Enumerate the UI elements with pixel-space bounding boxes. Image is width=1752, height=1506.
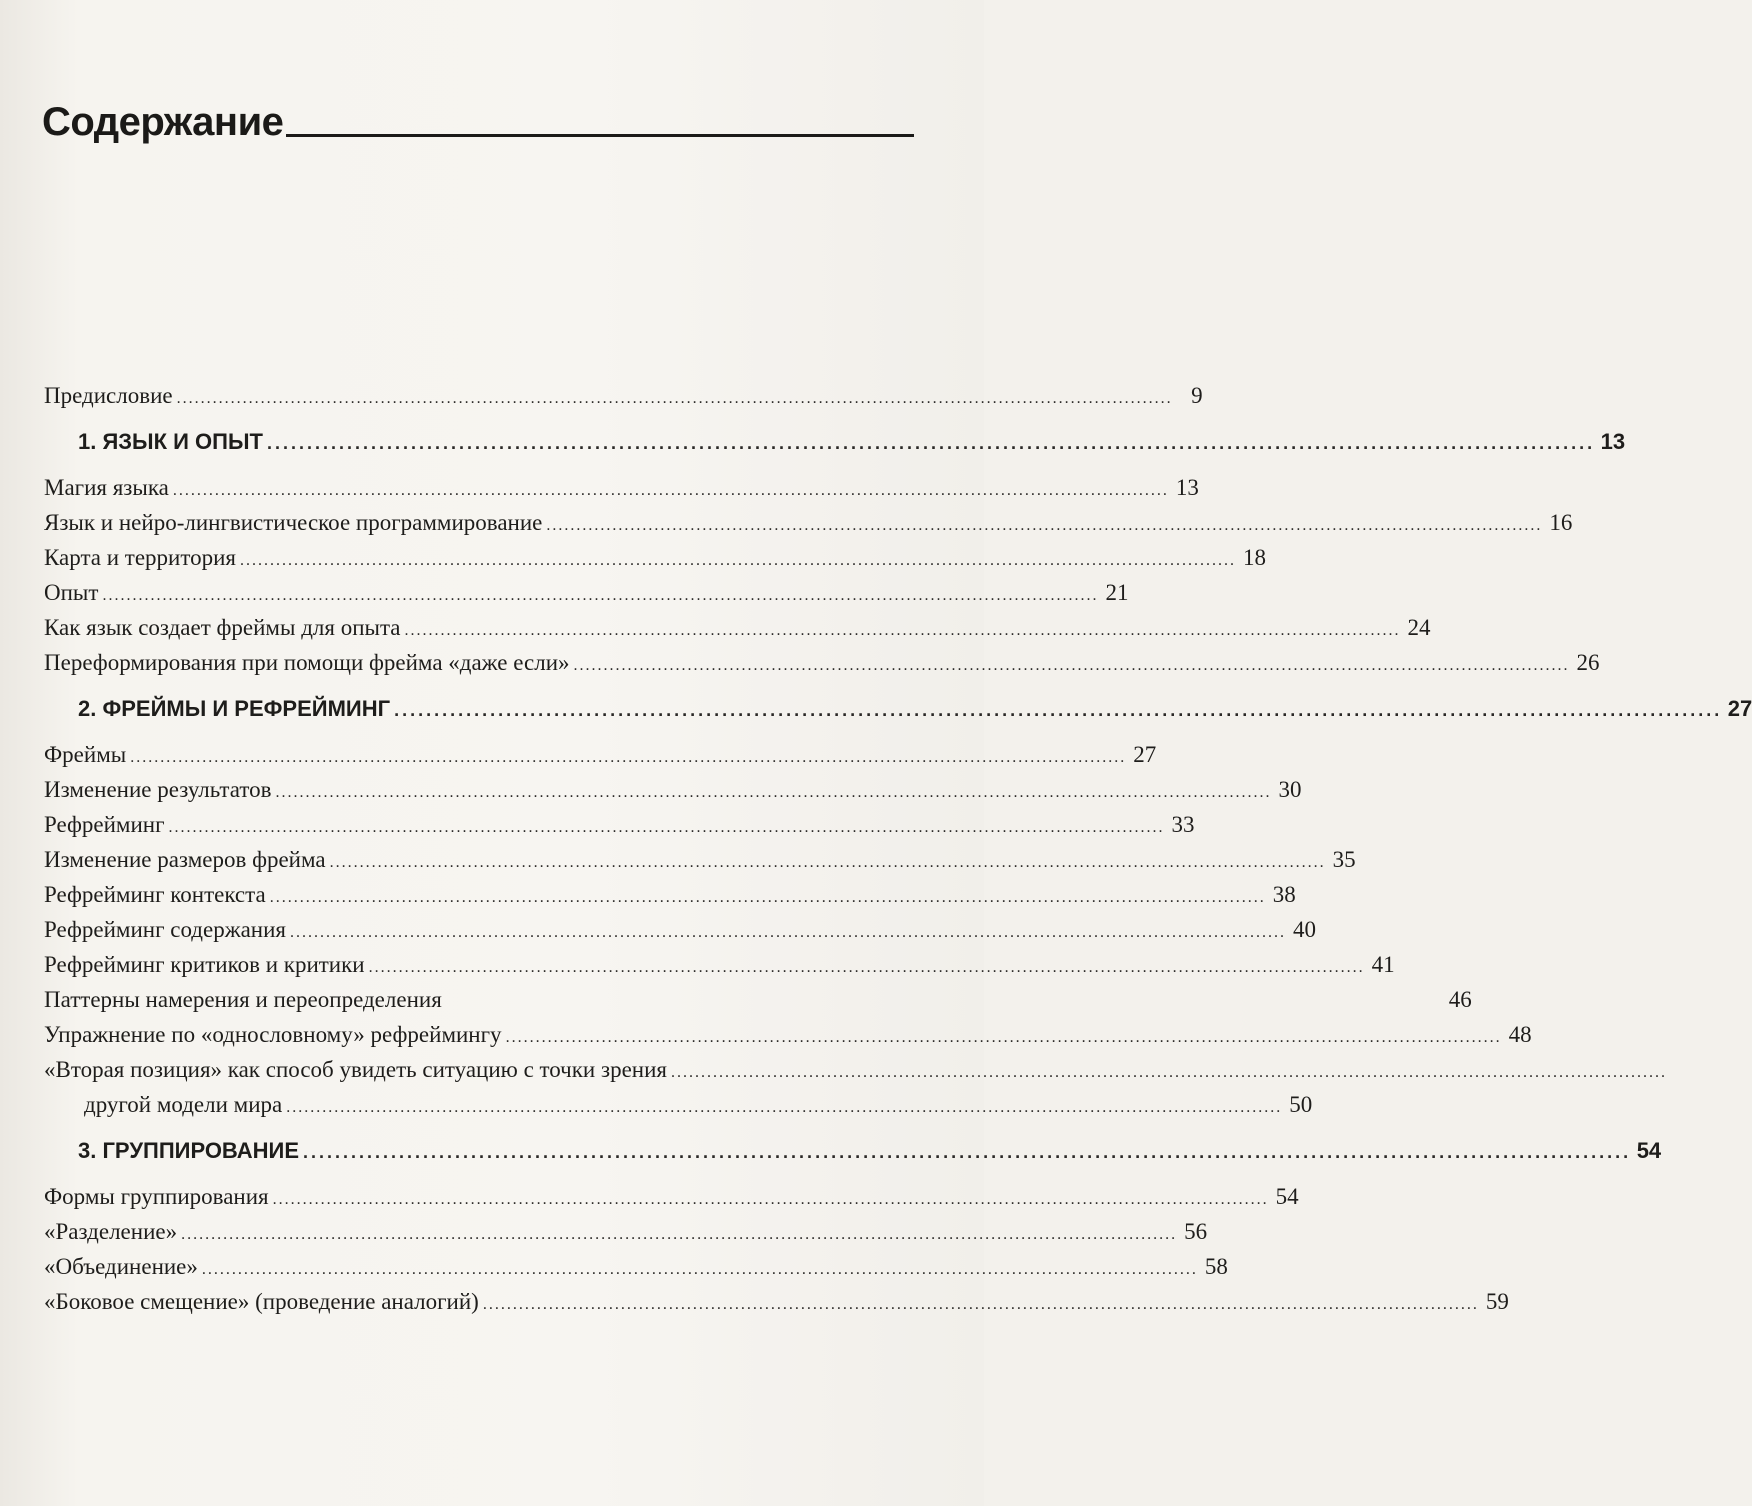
toc-entry: [44, 1017, 1532, 1052]
toc-entry-page: 48: [1508, 1022, 1532, 1047]
toc-entry: [44, 947, 1395, 982]
toc-leader: ......................................................................................................................................................................: [505, 1029, 1502, 1046]
toc-entry: [44, 1214, 1208, 1249]
toc-entry: [44, 912, 1317, 947]
toc-entry: [44, 645, 1600, 680]
toc-entry-title: Переформирования при помощи фрейма «даже если»: [44, 650, 570, 675]
toc-entry-page: 27: [1133, 742, 1157, 767]
toc-leader: ......................................................................................................................................................................: [368, 959, 1365, 976]
heading-row: [42, 96, 914, 156]
toc-entry-page: 18: [1243, 545, 1266, 570]
toc-entry-page: 46: [1448, 987, 1472, 1012]
toc-leader: ......................................................................................................................................................................: [670, 1064, 1667, 1081]
toc-entry-page: 35: [1332, 847, 1356, 872]
toc-chapter-page: 13: [1600, 429, 1626, 454]
toc-entry-title: Формы группирования: [44, 1184, 269, 1209]
toc-leader: ......................................................................................................................................................................: [266, 433, 1596, 453]
toc-chapter: [44, 1133, 1662, 1168]
toc-chapter-title: 2. ФРЕЙМЫ И РЕФРЕЙМИНГ: [78, 696, 391, 721]
toc-entry: [44, 1179, 1299, 1214]
toc-entry: [44, 1284, 1509, 1319]
toc-leader: ......................................................................................................................................................................: [130, 749, 1127, 766]
toc-entry-page: 56: [1184, 1219, 1208, 1244]
toc-entry-title: Опыт: [44, 580, 99, 605]
toc-entry-title: Изменение результатов: [44, 777, 272, 802]
toc-leader: ......................................................................................................................................................................: [573, 657, 1570, 674]
toc-chapter-title: 1. ЯЗЫК И ОПЫТ: [78, 429, 263, 454]
toc-leader: ......................................................................................................................................................................: [546, 517, 1543, 534]
toc-entry-page: 50: [1289, 1092, 1313, 1117]
toc-entry-page: 41: [1371, 952, 1395, 977]
toc-entry: [44, 575, 1129, 610]
toc-entry-page: 21: [1105, 580, 1129, 605]
toc-entry-title: Предисловие: [44, 383, 173, 408]
toc-entry-title: Рефрейминг содержания: [44, 917, 287, 942]
toc-chapter: [44, 424, 1626, 459]
toc-leader: ......................................................................................................................................................................: [482, 1296, 1479, 1313]
table-of-contents: [44, 378, 1752, 1319]
toc-entry-title: Магия языка: [44, 475, 169, 500]
toc-entry-page: 38: [1272, 882, 1296, 907]
toc-entry-title: Фреймы: [44, 742, 127, 767]
toc-entry-continuation: [44, 1087, 1313, 1122]
toc-entry: [44, 505, 1573, 540]
toc-entry-title: Как язык создает фреймы для опыта: [44, 615, 401, 640]
toc-entry-page: 9: [1191, 383, 1203, 408]
toc-chapter-page: 27: [1727, 696, 1752, 721]
toc-entry-title: Рефрейминг: [44, 812, 165, 837]
heading-rule: [286, 134, 914, 137]
toc-leader: ......................................................................................................................................................................: [181, 1226, 1178, 1243]
toc-leader: ......................................................................................................................................................................: [404, 622, 1401, 639]
page-title: Содержание: [42, 100, 284, 144]
toc-entry-title: «Разделение»: [44, 1219, 178, 1244]
toc-entry-title: «Боковое смещение» (проведение аналогий): [44, 1289, 479, 1314]
toc-entry-page: 30: [1278, 777, 1302, 802]
toc-leader: ......................................................................................................................................................................: [394, 700, 1723, 720]
toc-leader: ......................................................................................................................................................................: [272, 1191, 1269, 1208]
toc-chapter-page: 54: [1636, 1138, 1662, 1163]
toc-leader: ......................................................................................................................................................................: [172, 482, 1169, 499]
toc-leader: ......................................................................................................................................................................: [240, 552, 1236, 569]
toc-entry: [44, 842, 1356, 877]
toc-entry: [44, 470, 1199, 505]
toc-entry-page: 59: [1485, 1289, 1509, 1314]
toc-entry: [44, 772, 1302, 807]
toc-entry-title: «Объединение»: [44, 1254, 198, 1279]
toc-leader: ......................................................................................................................................................................: [201, 1261, 1198, 1278]
toc-entry: [44, 807, 1195, 842]
toc-leader: ......................................................................................................................................................................: [329, 854, 1326, 871]
toc-chapter-title: 3. ГРУППИРОВАНИЕ: [78, 1138, 299, 1163]
toc-entry: [44, 378, 1203, 413]
toc-leader: ......................................................................................................................................................................: [176, 390, 1173, 407]
toc-entry-page: 58: [1204, 1254, 1228, 1279]
toc-entry-title: Карта и территория: [44, 545, 236, 570]
toc-entry-title: Рефрейминг контекста: [44, 882, 266, 907]
toc-chapter: [44, 691, 1752, 726]
toc-entry-page: 16: [1549, 510, 1573, 535]
toc-entry: [44, 1249, 1228, 1284]
toc-entry-title: Паттерны намерения и переопределения: [44, 987, 442, 1012]
toc-entry: [44, 610, 1431, 645]
toc-entry-page: 24: [1407, 615, 1431, 640]
toc-entry-page: 33: [1171, 812, 1195, 837]
toc-entry: [44, 540, 1266, 575]
toc-leader: ......................................................................................................................................................................: [286, 1099, 1283, 1116]
toc-entry-title: другой модели мира: [84, 1092, 283, 1117]
toc-entry-title: Изменение размеров фрейма: [44, 847, 326, 872]
toc-leader: ......................................................................................................................................................................: [275, 784, 1272, 801]
toc-entry-page: 40: [1293, 917, 1317, 942]
toc-leader: ......................................................................................................................................................................: [269, 889, 1266, 906]
toc-entry-page: 54: [1275, 1184, 1299, 1209]
toc-leader: ......................................................................................................................................................................: [303, 1142, 1632, 1162]
toc-leader: ......................................................................................................................................................................: [290, 924, 1287, 941]
toc-entry-title: Язык и нейро-лингвистическое программирование: [44, 510, 543, 535]
toc-entry: [44, 877, 1296, 912]
toc-entry: [44, 737, 1157, 772]
toc-entry-title: Упражнение по «однословному» рефреймингу: [44, 1022, 502, 1047]
toc-entry-title: Рефрейминг критиков и критики: [44, 952, 365, 977]
toc-entry-title: «Вторая позиция» как способ увидеть ситуацию с точки зрения: [44, 1057, 667, 1082]
toc-leader: ......................................................................................................................................................................: [102, 587, 1099, 604]
toc-entry-page: 13: [1175, 475, 1199, 500]
toc-entry: [44, 1052, 1667, 1087]
toc-entry-page: 26: [1576, 650, 1600, 675]
toc-leader: ......................................................................................................................................................................: [168, 819, 1165, 836]
toc-entry: [44, 982, 1472, 1017]
